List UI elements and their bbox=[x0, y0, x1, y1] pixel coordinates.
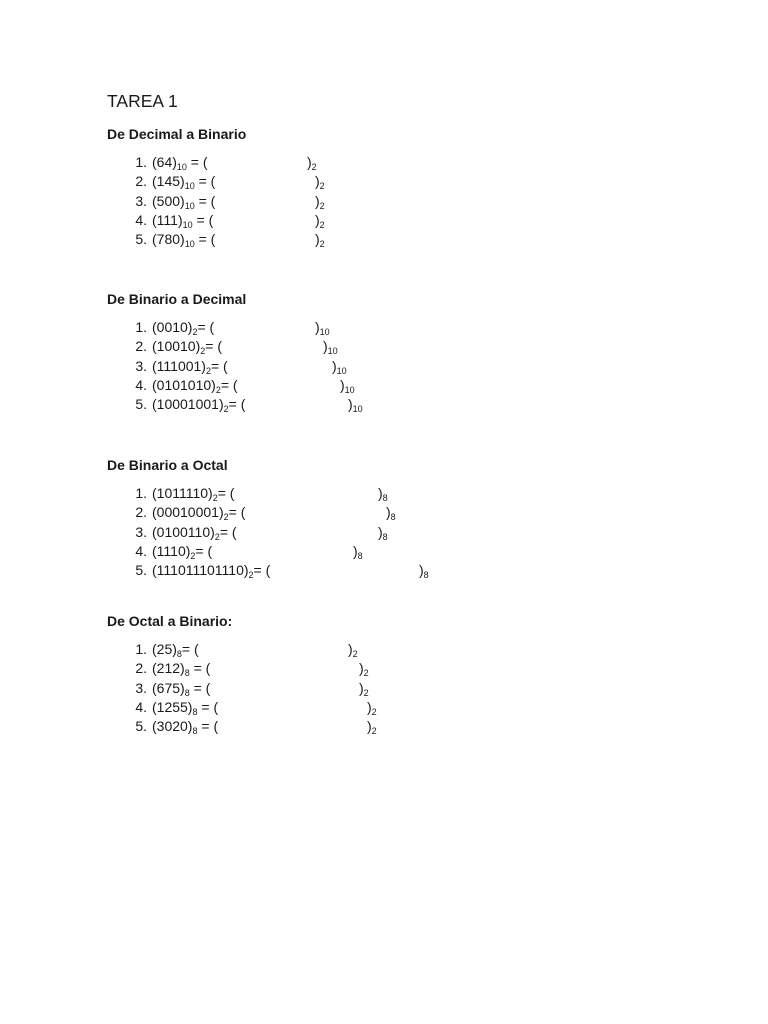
item-number: 2. bbox=[135, 338, 147, 355]
source-value: (0101010) bbox=[152, 376, 216, 393]
equals-open: = ( bbox=[197, 718, 219, 735]
source-base: 2 bbox=[223, 404, 229, 415]
equals-open: = ( bbox=[228, 396, 246, 413]
equals-open: = ( bbox=[194, 231, 216, 248]
item-number: 1. bbox=[135, 154, 147, 170]
section-binary-to-octal bbox=[107, 457, 429, 581]
equals-open: = ( bbox=[253, 562, 271, 579]
answer-close: )$_2$ bbox=[348, 641, 358, 659]
source-base: 8 bbox=[184, 668, 190, 679]
conversion-expression bbox=[152, 717, 218, 736]
answer-close: )$_2$ bbox=[307, 154, 317, 172]
target-base: 2 bbox=[352, 649, 358, 659]
target-base: 2 bbox=[319, 219, 325, 230]
source-base: 2 bbox=[223, 512, 229, 523]
page-title: TAREA 1 bbox=[107, 91, 178, 111]
conversion-expression bbox=[152, 503, 245, 522]
answer-close: )$_2$ bbox=[315, 192, 325, 211]
answer-close: )$_2$ bbox=[315, 231, 325, 250]
section-decimal-to-binary bbox=[107, 126, 325, 250]
target-base: 2 bbox=[319, 200, 325, 211]
source-value: (111) bbox=[152, 211, 183, 228]
conversion-expression bbox=[152, 153, 208, 172]
item-number: 5. bbox=[135, 562, 147, 579]
source-base: 8 bbox=[192, 706, 198, 717]
source-value: (10001001) bbox=[152, 396, 224, 413]
conversion-expression bbox=[152, 172, 215, 191]
answer-close: )$_2$ bbox=[315, 173, 325, 192]
source-value: (64) bbox=[152, 154, 177, 170]
answer-close: )$_8$ bbox=[419, 562, 429, 581]
source-value: (111011101110) bbox=[152, 562, 249, 579]
target-base: 2 bbox=[371, 726, 377, 737]
exercise-item bbox=[107, 698, 377, 717]
exercise-item bbox=[107, 659, 369, 679]
conversion-expression bbox=[152, 484, 234, 503]
answer-close: )$_2$ bbox=[359, 679, 369, 698]
source-base: 10 bbox=[184, 200, 195, 211]
source-base: 10 bbox=[176, 162, 187, 172]
target-base: 8 bbox=[390, 512, 396, 523]
source-base: 2 bbox=[212, 493, 218, 503]
answer-close: )$_2$ bbox=[367, 698, 377, 717]
answer-close: )$_{10}$ bbox=[332, 357, 347, 376]
source-value: (675) bbox=[152, 679, 185, 696]
section-title: De Decimal a Binario bbox=[107, 126, 247, 142]
source-value: (10010) bbox=[152, 338, 201, 355]
equals-open: = ( bbox=[220, 376, 238, 393]
equals-open: = ( bbox=[210, 357, 228, 374]
conversion-expression bbox=[152, 337, 222, 356]
conversion-expression bbox=[152, 698, 218, 717]
equals-open: = ( bbox=[192, 211, 214, 228]
answer-close: )$_8$ bbox=[386, 504, 396, 523]
source-base: 2 bbox=[190, 550, 196, 561]
equals-open: = ( bbox=[194, 192, 216, 209]
target-base: 10 bbox=[336, 365, 347, 376]
section-octal-to-binary bbox=[107, 613, 377, 737]
source-value: (25) bbox=[152, 641, 177, 657]
conversion-expression bbox=[152, 659, 210, 678]
exercise-list bbox=[107, 640, 377, 737]
target-base: 2 bbox=[319, 181, 325, 192]
conversion-expression bbox=[152, 211, 213, 230]
source-base: 10 bbox=[184, 239, 195, 250]
item-number: 3. bbox=[135, 679, 147, 696]
equals-open: = ( bbox=[186, 154, 208, 170]
item-number: 5. bbox=[135, 231, 147, 248]
source-base: 10 bbox=[182, 219, 193, 230]
conversion-expression bbox=[152, 230, 215, 249]
item-number: 2. bbox=[135, 173, 147, 190]
answer-close: )$_{10}$ bbox=[340, 376, 355, 395]
exercise-item bbox=[107, 395, 363, 415]
exercise-item bbox=[107, 376, 355, 395]
source-base: 10 bbox=[184, 181, 195, 192]
target-base: 10 bbox=[327, 346, 338, 357]
item-number: 3. bbox=[135, 192, 147, 209]
exercise-item bbox=[107, 542, 363, 561]
equals-open: = ( bbox=[189, 679, 211, 696]
target-base: 2 bbox=[319, 239, 325, 250]
exercise-item bbox=[107, 172, 325, 192]
conversion-expression bbox=[152, 357, 228, 376]
exercise-item bbox=[107, 484, 388, 503]
item-number: 1. bbox=[135, 641, 147, 657]
exercise-item bbox=[107, 640, 358, 659]
answer-close: )$_{10}$ bbox=[315, 319, 330, 337]
source-value: (111001) bbox=[152, 357, 206, 374]
conversion-expression bbox=[152, 523, 237, 542]
conversion-expression bbox=[152, 561, 270, 580]
exercise-item bbox=[107, 192, 325, 211]
exercise-list bbox=[107, 153, 325, 250]
target-base: 8 bbox=[382, 531, 388, 542]
item-number: 4. bbox=[135, 698, 147, 715]
equals-open: = ( bbox=[228, 504, 246, 521]
item-number: 5. bbox=[135, 718, 147, 735]
answer-close: )$_8$ bbox=[353, 542, 363, 561]
exercise-item bbox=[107, 561, 429, 581]
source-value: (1011110) bbox=[152, 485, 213, 501]
item-number: 3. bbox=[135, 523, 147, 540]
equals-open: = ( bbox=[194, 173, 216, 190]
item-number: 3. bbox=[135, 357, 147, 374]
exercise-item bbox=[107, 337, 338, 357]
exercise-item bbox=[107, 679, 369, 698]
source-base: 2 bbox=[215, 384, 221, 395]
item-number: 2. bbox=[135, 660, 147, 677]
target-base: 2 bbox=[311, 162, 317, 172]
equals-open: = ( bbox=[219, 523, 237, 540]
item-number: 5. bbox=[135, 396, 147, 413]
target-base: 10 bbox=[319, 327, 330, 337]
target-base: 10 bbox=[352, 404, 363, 415]
answer-close: )$_2$ bbox=[315, 211, 325, 230]
source-base: 2 bbox=[248, 570, 254, 581]
answer-close: )$_2$ bbox=[359, 660, 369, 679]
equals-open: = ( bbox=[181, 641, 199, 657]
equals-open: = ( bbox=[197, 319, 215, 335]
source-base: 8 bbox=[192, 726, 198, 737]
target-base: 2 bbox=[363, 687, 369, 698]
source-value: (00010001) bbox=[152, 504, 224, 521]
answer-close: )$_8$ bbox=[378, 485, 388, 503]
section-binary-to-decimal bbox=[107, 291, 363, 415]
exercise-item bbox=[107, 153, 317, 172]
source-base: 8 bbox=[176, 649, 182, 659]
equals-open: = ( bbox=[195, 542, 213, 559]
conversion-expression bbox=[152, 376, 238, 395]
source-base: 2 bbox=[200, 346, 206, 357]
conversion-expression bbox=[152, 640, 199, 659]
source-base: 2 bbox=[205, 365, 211, 376]
exercise-item bbox=[107, 230, 325, 250]
item-number: 1. bbox=[135, 485, 147, 501]
equals-open: = ( bbox=[197, 698, 219, 715]
section-title: De Binario a Octal bbox=[107, 457, 228, 473]
exercise-list bbox=[107, 484, 429, 581]
source-value: (145) bbox=[152, 173, 185, 190]
conversion-expression bbox=[152, 542, 212, 561]
source-value: (0010) bbox=[152, 319, 193, 335]
item-number: 2. bbox=[135, 504, 147, 521]
answer-close: )$_8$ bbox=[378, 523, 388, 542]
source-value: (1255) bbox=[152, 698, 193, 715]
exercise-item bbox=[107, 357, 347, 376]
target-base: 8 bbox=[382, 493, 388, 503]
source-value: (0100110) bbox=[152, 523, 215, 540]
source-value: (500) bbox=[152, 192, 185, 209]
source-base: 2 bbox=[192, 327, 198, 337]
target-base: 8 bbox=[423, 570, 429, 581]
exercise-item bbox=[107, 211, 325, 230]
answer-close: )$_{10}$ bbox=[348, 396, 363, 415]
source-base: 8 bbox=[184, 687, 190, 698]
source-value: (1110) bbox=[152, 542, 191, 559]
target-base: 2 bbox=[371, 706, 377, 717]
source-value: (780) bbox=[152, 231, 185, 248]
equals-open: = ( bbox=[205, 338, 223, 355]
source-base: 2 bbox=[214, 531, 220, 542]
equals-open: = ( bbox=[189, 660, 211, 677]
source-value: (3020) bbox=[152, 718, 193, 735]
answer-close: )$_{10}$ bbox=[323, 338, 338, 357]
section-title: De Binario a Decimal bbox=[107, 291, 247, 307]
exercise-item bbox=[107, 503, 396, 523]
exercise-item bbox=[107, 717, 377, 737]
exercise-item bbox=[107, 523, 388, 542]
exercise-item bbox=[107, 318, 330, 337]
exercise-list bbox=[107, 318, 363, 415]
section-title: De Octal a Binario: bbox=[107, 613, 233, 629]
source-value: (212) bbox=[152, 660, 185, 677]
equals-open: = ( bbox=[217, 485, 235, 501]
conversion-expression bbox=[152, 395, 245, 414]
conversion-expression bbox=[152, 192, 215, 211]
item-number: 4. bbox=[135, 376, 147, 393]
conversion-expression bbox=[152, 318, 214, 337]
item-number: 4. bbox=[135, 211, 147, 228]
target-base: 2 bbox=[363, 668, 369, 679]
target-base: 8 bbox=[357, 550, 363, 561]
conversion-expression bbox=[152, 679, 210, 698]
answer-close: )$_2$ bbox=[367, 718, 377, 737]
item-number: 4. bbox=[135, 542, 147, 559]
target-base: 10 bbox=[344, 384, 355, 395]
item-number: 1. bbox=[135, 319, 147, 335]
